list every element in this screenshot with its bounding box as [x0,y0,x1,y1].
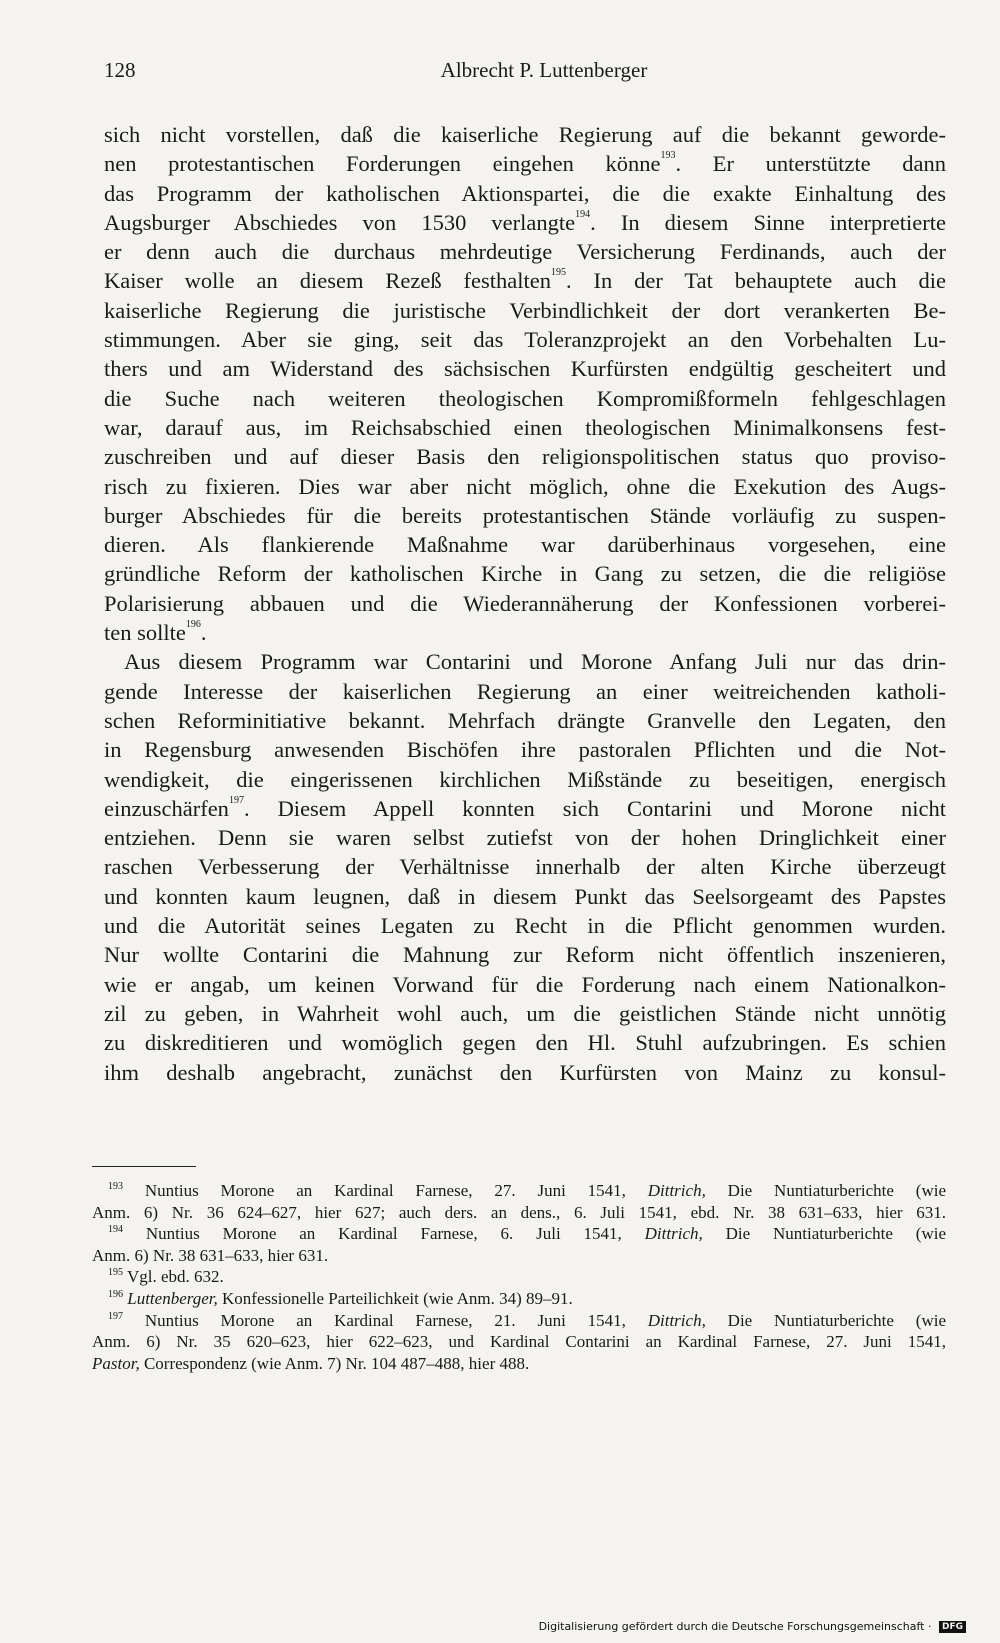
text-line: in Regensburg anwesenden Bischöfen ihre pastoralen Pflichten und die Not- [104,737,946,763]
running-title: Albrecht P. Luttenberger [440,58,648,82]
text-line: einzuschärfen$^{197}$. Diesem Appell konnten sich Contarini und Morone nicht [104,794,946,821]
text-line: Augsburger Abschiedes von 1530 verlangte$^{194}$. In diesem Sinne interpretierte [104,208,946,235]
footnote-line: Anm. 6) Nr. 38 631–633, hier 631. [92,1245,329,1265]
text-line: ten sollte$^{196}$. [104,619,207,646]
text-line: stimmungen. Aber sie ging, seit das Toleranzprojekt an den Vorbehalten Lu- [104,327,946,353]
footnote-ref-195: 195 [550,267,566,279]
text-line: das Programm der katholischen Aktionspartei, die die exakte Einhaltung des [104,180,946,206]
text-line: wie er angab, um keinen Vorwand für die Forderung nach einem Nationalkon- [104,971,946,997]
text-line: thers und am Widerstand des sächsischen Kurfürsten endgültig gescheitert und [104,356,946,382]
footnote-ref-196: 196 [185,619,201,631]
text-line: burger Abschiedes für die bereits protestantischen Stände vorläufig zu suspen- [104,502,946,528]
text-line: war, darauf aus, im Reichsabschied einen theologischen Minimalkonsens fest- [104,414,946,440]
credit-text: Digitalisierung gefördert durch die Deutsche Forschungsgemeinschaft · [538,1620,932,1633]
digitization-credit [539,1620,966,1633]
footnote-ref-193: 193 [660,150,676,162]
text-line: zil zu geben, in Wahrheit wohl auch, um die geistlichen Stände nicht unnötig [104,1000,946,1026]
footnote-196: $^{196}$ Luttenberger, Konfessionelle Parteilichkeit (wie Anm. 34) 89–91. [108,1288,573,1308]
footnotes [92,1180,946,1374]
text-line: wendigkeit, die eingerissenen kirchlichen Mißstände zu beseitigen, energisch [104,766,946,792]
text-line: zu diskreditieren und womöglich gegen den Hl. Stuhl aufzubringen. Es schien [104,1030,946,1056]
footnote-line: Anm. 6) Nr. 36 624–627, hier 627; auch ders. an dens., 6. Juli 1541, ebd. Nr. 38 631–633, hier 631. [92,1202,946,1222]
footnote-ref-194: 194 [575,208,591,220]
text-line: und konnten kaum leugnen, daß in diesem Punkt das Seelsorgeamt des Papstes [104,883,946,909]
footnote-193: $^{193}$ Nuntius Morone an Kardinal Farnese, 27. Juni 1541, Dittrich, Die Nuntiaturberichte (wie [108,1181,946,1200]
footnote-line: Pastor, Correspondenz (wie Anm. 7) Nr. 104 487–488, hier 488. [92,1353,530,1373]
text-line: gende Interesse der kaiserlichen Regierung an einer weitreichenden katholi- [104,678,946,704]
text-line: risch zu fixieren. Dies war aber nicht möglich, ohne die Exekution des Augs- [104,473,946,499]
page-header [104,58,944,90]
text-line: dieren. Als flankierende Maßnahme war darüberhinaus vorgesehen, eine [104,532,946,558]
text-line: ihm deshalb angebracht, zunächst den Kurfürsten von Mainz zu konsul- [104,1059,946,1085]
page-number: 128 [104,58,136,82]
text-line: schen Reforminitiative bekannt. Mehrfach drängte Granvelle den Legaten, den [104,707,946,733]
text-line: und die Autorität seines Legaten zu Recht in die Pflicht genommen wurden. [104,913,946,939]
text-line: er denn auch die durchaus mehrdeutige Versicherung Ferdinands, auch der [104,239,946,265]
text-line: entziehen. Denn sie waren selbst zutiefst von der hohen Dringlichkeit einer [104,825,946,851]
footnote-194: $^{194}$ Nuntius Morone an Kardinal Farnese, 6. Juli 1541, Dittrich, Die Nuntiaturberichte (wie [108,1224,946,1244]
text-line: zuschreiben und auf dieser Basis den religionspolitischen status quo proviso- [104,444,946,470]
text-line: sich nicht vorstellen, daß die kaiserliche Regierung auf die bekannt geworde- [104,122,946,147]
footnote-ref-197: 197 [228,794,244,806]
text-line: Aus diesem Programm war Contarini und Morone Anfang Juli nur das drin- [124,649,946,675]
body-text [104,120,946,1087]
footnote-195: $^{195}$ Vgl. ebd. 632. [108,1267,224,1287]
dfg-logo: DFG [939,1621,966,1633]
text-line: Nur wollte Contarini die Mahnung zur Reform nicht öffentlich inszenieren, [104,942,946,968]
text-line: die Suche nach weiteren theologischen Kompromißformeln fehlgeschlagen [104,385,946,411]
text-line: kaiserliche Regierung die juristische Verbindlichkeit der dort verankerten Be- [104,297,946,323]
footnote-divider [92,1166,196,1167]
text-line: nen protestantischen Forderungen eingehen könne$^{193}$. Er unterstützte dann [104,150,946,177]
text-line: raschen Verbesserung der Verhältnisse innerhalb der alten Kirche überzeugt [104,854,946,880]
footnote-line: Anm. 6) Nr. 35 620–623, hier 622–623, und Kardinal Contarini an Kardinal Farnese, 27. Juni 1541, [92,1332,946,1352]
footnote-197: $^{197}$ Nuntius Morone an Kardinal Farnese, 21. Juni 1541, Dittrich, Die Nuntiaturberichte (wie [108,1310,946,1330]
text-line: Kaiser wolle an diesem Rezeß festhalten$^{195}$. In der Tat behauptete auch die [104,267,946,294]
text-line: gründliche Reform der katholischen Kirche in Gang zu setzen, die die religiöse [104,561,946,587]
text-line: Polarisierung abbauen und die Wiederannäherung der Konfessionen vorberei- [104,590,946,616]
